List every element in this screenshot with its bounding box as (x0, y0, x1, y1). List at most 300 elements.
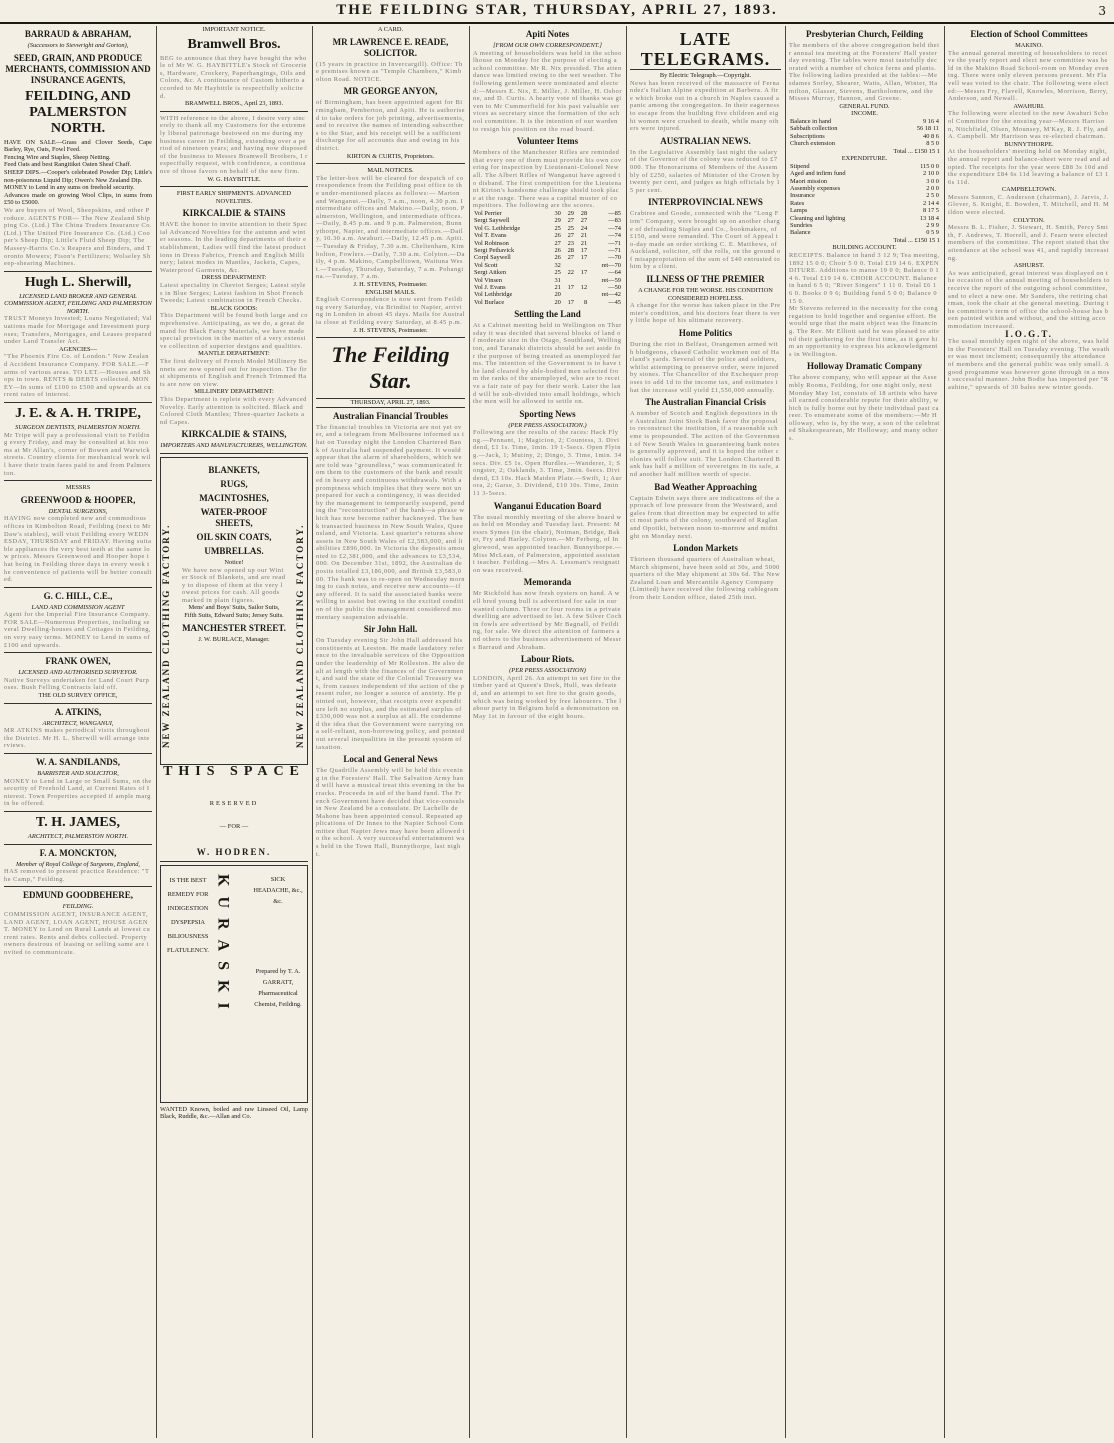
postmaster-signature: J. H. STEVENS, Postmaster. (353, 326, 428, 334)
account-cell: Subscriptions (790, 132, 825, 140)
score-cell: Sergt Pethavick (474, 246, 515, 254)
column-3 (316, 26, 465, 1438)
article-body: Mr Stevens referred to the necessity for the congregation to hold together and organise effort. He would urge that the main object was the financing. The Rev. Mr Elliott said he was pleased to attend their gathering for the first time, as it gave him an opportunity to express his acknowledgments in Wellington. (789, 305, 940, 358)
score-cell: —74 (608, 232, 621, 240)
account-cell: 56 18 11 (916, 125, 939, 133)
article-body: The annual general meeting of householders to receive the yearly report and elect new committee was held in the Makino Road School-room on Monday evening. There were only eleven persons present. Mr Flavell was voted to the chair. The following were elected:—Messrs Fry, Flavell, Knowles, Morrison, Berry, Anderson, and Newall. (948, 49, 1110, 103)
article-heading: INTERPROVINCIAL NEWS (648, 197, 763, 208)
tripe-name: J. E. & A. H. TRIPE, (15, 406, 141, 421)
score-cell: Vol Perrier (474, 209, 502, 217)
article-body: Members of the Manchester Rifles are reminded that every one of them must provide his own covering for inspection by Lieutenant-Colonel Newall. The Albert Rifles of Wanganui have agreed to disband. The first competition for the Lieutenant Kirton's handsome challenge shield took place at the range. There was a capital muster of competitors. The following are the scores. (473, 149, 622, 210)
article-heading: Labour Riots. (520, 654, 575, 665)
district-heading: ASHURST. (1013, 262, 1045, 270)
district-heading: COLYTON. (1013, 216, 1045, 224)
sherwill-name: Hugh L. Sherwill, (24, 274, 132, 290)
column-7 (948, 26, 1110, 1438)
article-body: The usual monthly open night of the above, was held in the Foresters' Hall on Tuesday evening. The weather was most inclement; consequently the attendance of members and the general public was only small. A good programme was however gone through in a most successful manner. John Bodie has imported per "Rauhine," upwards of 30 bales new winter goods. (948, 338, 1110, 391)
account-cell: Maori mission (790, 177, 828, 185)
score-cell: Vol Burlace (474, 298, 505, 306)
score-cell: —71 (608, 246, 621, 254)
score-cell: —85 (608, 209, 621, 217)
score-row (473, 247, 622, 254)
james-name: T. H. JAMES, (35, 814, 121, 830)
score-cell: 27 (580, 217, 588, 225)
column-5 (630, 26, 781, 1438)
general-fund-heading: GENERAL FUND. (839, 102, 890, 110)
side-label-right: NEW ZEALAND CLOTHING FACTORY. (295, 523, 306, 748)
account-row (789, 222, 940, 229)
column-4 (473, 26, 622, 1438)
ad-line: MONEY to Lend in any sums on freehold security. (4, 184, 135, 192)
body-text: MONEY to Lend in Large or Small Sums, on the security of Freehold Land, at Current Rates of Interest. Town Properties accepted if ample margin be offered. (4, 777, 152, 808)
article-body: The following were elected to the new Awahuri School Committee for the ensuing year—Messrs Harrison, Nitchfield, Olsen, Mounsey, M'Kay, R. J. Fly, and A. Campbell. Mr Harrison was re-elected chairman. (948, 110, 1109, 141)
column-6: Presbyterian Church, Feilding The members of the above congregation held their annual tea meeting at the Foresters' Hall yesterday evening. The tables were most tastefully decorated with a number of choice ferns and plants. The following ladies presided at the tables:—Mesdames Sorley, Shearer, Watts, Allan, Winter, Hamilton, Glasser, Stevens, Bartholomew, and the Misses Murray, Hannon, and Greene. GENERAL FUND. INCOME. Balance in hand 9 16 4 Sabbath collection 56 18 11 Subscriptions 40 8 6 Church extension 8 5 0 Total ... £150 15 1 EXPENDITURE. Stipend 115 0 0 Aged and infirm fund 2 10 0 Maori mission 3 0 0 Assembly expenses 2 0 0 Insurance 2 5 0 Rates 2 14 4 Lamps 8 17 5 Cleaning and lighting 13 18 4 Sundries 2 9 9 Balance 0 5 9 Total ... £150 15 1 BUILDING ACCOUNT. RECEIPTS. Balance in hand 3 12 9; Tea meeting, 1892 15 0 0; Choir 5 0 0. Total £19 14 6. EXPENDITURE. Additions to manse 19 0 0; Balance 0 14 6. Total £19 14 6. CHOIR ACCOUNT. Balance in hand 6 5 0; "River Singers" 1 11 0. Total £6 16 0. Books 0 9 6; Building fund 5 0 0; Balance 0 15 0. Mr Stevens referred to the necessity for the congregation to hold together and organise effort. He would urge that the main object was the financing. The Rev. Mr Elliott said he was pleased to attend their gathering for the first time, as it gave him an opportunity to express his acknowledgments in Wellington. Holloway Dramatic Company The above company, who will appear at the Assembly Rooms, Feilding, for one night only, next Monday May 1st, consists of 18 artists who have all earned considerable repute for their ability, which is fully borne out by their individual past career. To enumerate some of the members:—Mr Holloway, who is, by the way, a son of the celebrated Shakespearean, Mr Holloway; and many others. (789, 29, 940, 443)
account-row (789, 207, 940, 214)
column-rule (469, 26, 470, 1438)
column-rule (312, 26, 313, 1438)
item-label: OIL SKIN COATS, (196, 531, 272, 542)
notice-label: Notice! (224, 558, 244, 566)
greenwood-sub: DENTAL SURGEONS, (48, 507, 108, 515)
account-cell: Lamps (790, 207, 808, 215)
firm-sub: (Successors to Sievwright and Gorton), (27, 42, 129, 49)
account-row (789, 170, 940, 177)
volunteer-scores-table (473, 210, 622, 306)
article-body: A number of Scotch and English depositors in the Australian Joint Stock Bank favor the proposal to reconstruct the institution, if a reasonable scheme is propounded. The action of the Government of New South Wales in guaranteeing bank notes is generally approved, and it is hoped the other colonies will follow suit. The London Chartered Bank has half a million of sovereigns in its safe, and another half million worth of specie. (630, 410, 781, 478)
account-cell: 13 18 4 (919, 214, 939, 222)
article-body: Captain Edwin says there are indications of the approach of low pressure from the Westward, and gales from that direction may be expected to affect most parts of the colony, southward of Raglan and Opotiki, between noon to-morrow and midnight on Monday next. (630, 494, 780, 540)
score-cell: Vol G. Lethbridge (474, 224, 521, 232)
article-body: Following are the results of the races: Hack Flyng.—Pennant, 1; Magicion, 2; Countess, 3. Dividend, £1 1s. Time, 1min. 19 1-5secs. Open Flying.—Jack, 1; Mutiny, 2; Dingo, 3. Time, 1min. 34secs. Div. £5 1s. Open Hurdles.—Wanderer, 1; Songster, 2; Oaklands, 3. Time, 3min. 6secs. Dividend, £3 10s. Hack Maiden Plate.—Swift, 1; Aurora, 2; Garse, 3. Dividend, £10 10s. Time, 2min 11 3-5secs. (473, 429, 622, 498)
article-heading: Australian Financial Troubles (332, 410, 449, 421)
account-row (789, 133, 940, 140)
kirkcaldie-title-2: KIRKCALDIE & STAINS, (181, 429, 287, 440)
article-heading: Apiti Notes (525, 29, 570, 39)
article-subheading: (PER PRESS ASSOCIATION.) (508, 421, 587, 429)
score-cell: 17 (580, 269, 588, 277)
millinery-dept: MILLINERY DEPARTMENT: (194, 388, 274, 396)
article-body: LONDON, April 26. An attempt to set fire to the timber yard at Queen's Dock, Hull, was defeated, and an attempt to set fire to the grain goods, which was being worked by free labourers. The labour party in Belgium hold a demonstration on May 1st in favour of the eight hours. (473, 674, 622, 720)
owen-name: FRANK OWEN, (45, 656, 111, 667)
body-text: Native Surveys undertaken for Land Court Purposes. Bush Felling Contracts laid off. (4, 676, 150, 692)
account-row (789, 215, 940, 222)
score-row (473, 240, 622, 247)
article-subheading: (PER PRESS ASSOCIATION) (509, 667, 586, 675)
score-cell: 30 (554, 209, 561, 217)
haybittle-signature: W. G. HAYBITTLE. (207, 175, 261, 183)
reade-title: MR LAWRENCE E. READE, SOLICITOR. (332, 36, 449, 58)
monckton-name: F. A. MONCKTON, (39, 847, 117, 858)
james-sub: ARCHITECT, PALMERSTON NORTH. (27, 832, 129, 840)
score-row (473, 269, 622, 276)
remedy-right: SICK HEADACHE, &c., &c. (253, 875, 303, 905)
owen-sub: LICENSED AND AUTHORISED SURVEYOR. (18, 669, 138, 677)
body-text: "The Phoenix Fire Co. of London." New Zealand Accident Insurance Company. FOR SALE.—Farms of various areas. TO LET.—Houses and Shops in town. RENTS & DEBTS collected. MONEY—In sums of £100 to £500 and upwards at current rates of interest. (4, 353, 152, 399)
account-row (789, 200, 940, 207)
score-cell: 29 (567, 209, 574, 217)
article-subheading: A CHANGE FOR THE WORSE. HIS CONDITION CONSIDERED HOPELESS. (638, 287, 773, 302)
score-row (473, 291, 622, 298)
district-heading: CAMPBELLTOWN. (1001, 186, 1057, 194)
kirk2-sub: IMPORTERS AND MANUFACTURERS, WELLINGTON. (160, 442, 308, 450)
item-label: BLANKETS, (208, 464, 260, 475)
account-row (789, 118, 940, 125)
clothing-factory-ad (160, 457, 308, 765)
sandilands-sub: BARRISTER AND SOLICITOR, (37, 770, 119, 777)
garratt-label: Prepared by T. A. GARRATT, Pharmaceutical Chemist, Feilding. (254, 967, 302, 1008)
article-body: Thirteen thousand quarters of Australian wheat, March shipment, have been sold at 30s, and 5000 quarters of the May shipment at 30s 6d. The New Zealand Loan and Mercantile Agency Company (Limited) have received the following cablegram from their London office, dated 25th inst. (630, 556, 781, 602)
score-cell: Corpl Saywell (474, 254, 511, 262)
score-cell: —71 (608, 239, 621, 247)
column-rule (785, 26, 786, 1438)
body-text: This Department is replete with every Advanced Novelty. Early attention is solicited. Black and Colored Cloth Mantles; Three-quarter Jackets and Capes. (160, 395, 307, 426)
ad-line: SHEEP DIPS.—Cooper's celebrated Powder Dip; Little's non-poisonous Liquid Dip; Owen's New Zealand Dip. (4, 168, 152, 184)
score-cell: 24 (580, 224, 588, 232)
article-heading: Presbyterian Church, Feilding (806, 29, 923, 39)
account-cell: Aged and infirm fund (790, 170, 846, 178)
account-cell: Cleaning and lighting (790, 214, 846, 222)
monckton-sub: Member of Royal College of Surgeons, England, (15, 860, 140, 868)
article-body: Crabtree and Goode, connected with the "Long Firm" Company, were brought up on another charge of defrauding Staples and Co., bookmakers, of £150, and were remanded. The Court of Appeal to-day made an order striking C. E. Matthews, of Auckland, solicitor, off the rolls, on the ground of misappropriation of the sum of £40 entrusted to him by a client. (630, 210, 781, 271)
article-heading: Home Politics (678, 328, 733, 339)
kirkcaldie-title: KIRKCALDIE & STAINS (182, 208, 286, 219)
article-heading: AUSTRALIAN NEWS. (660, 135, 751, 146)
body-text: This Department will be found both large and comprehensive. Anticipating, as we do, a great demand for Black Fancy Materials, we have made special provision in the matter of a very extensive collection of superior designs and qualities. (160, 312, 308, 350)
remedy-left: IS THE BEST REMEDY FOR INDIGESTION DYSPEPSIA BILIOUSNESS FLATULENCY. (167, 876, 209, 954)
score-cell: 21 (580, 232, 588, 240)
column-rule (626, 26, 627, 1438)
score-row (473, 284, 622, 291)
score-row (473, 225, 622, 232)
score-cell: 22 (567, 269, 574, 277)
score-cell: 26 (554, 246, 561, 254)
score-cell: 17 (567, 283, 574, 291)
account-cell: 2 0 0 (926, 184, 939, 192)
district-heading: AWAHURI. (1013, 102, 1045, 110)
score-cell: 17 (580, 254, 588, 262)
goodbehere-sub: FEILDING. (62, 903, 94, 911)
article-heading: Volunteer Items (516, 136, 579, 147)
body-text: HAVING now completed new and commodious offices in Kimbolton Road, Feilding (next to Mr Daw's stables), will visit Feilding every WEDNESDAY, THURSDAY and FRIDAY. Having suitable appliances the very best teeth at the same low prices. Messrs Greenwood and Hooper hope that being in Feilding three days in every week the convenience of patients will be better consulted. (4, 515, 152, 584)
body-text: MR ATKINS makes periodical visits throughout the District. Mr H. L. Sherwill will arrange interviews. (4, 727, 150, 750)
body-text: HAS removed to present practice Residence: "The Camp," Feilding. (4, 868, 150, 883)
score-cell: 12 (580, 283, 588, 291)
dress-dept: DRESS DEPARTMENT: (201, 274, 267, 282)
account-cell: 8 5 0 (926, 140, 939, 148)
item-label: MACINTOSHES, (199, 492, 269, 503)
column-1-advertisements (4, 26, 152, 1438)
score-cell: 29 (554, 217, 561, 225)
account-cell: Insurance (790, 192, 815, 200)
sherwill-sub: LICENSED LAND BROKER AND GENERAL COMMISSION AGENT, FEILDING AND PALMERSTON NORTH. (4, 292, 152, 315)
account-cell: 9 16 4 (923, 117, 939, 125)
article-heading: The Australian Financial Crisis (645, 397, 766, 408)
masthead (0, 0, 1114, 24)
score-cell: 32 (554, 261, 561, 269)
item-label: WATER-PROOF SHEETS, (200, 506, 268, 528)
account-cell: Rates (790, 199, 805, 207)
account-row (789, 163, 940, 170)
body-text: COMMISSION AGENT, INSURANCE AGENT, LAND AGENT, LOAN AGENT, HOUSE AGENT. MONEY to Lend on Rural Lands at lowest current rates. Rents and debts collected. Property owners desirous of leasing or selling same are invited to communicate. (4, 910, 151, 956)
article-heading: ILLNESS OF THE PREMIER (646, 274, 765, 285)
district-heading: I.O.G.T. (1005, 328, 1053, 339)
item-label: RUGS, (220, 478, 248, 489)
score-row (473, 232, 622, 239)
score-cell: 25 (567, 224, 574, 232)
office-label: THE OLD SURVEY OFFICE, (38, 692, 118, 700)
notice-label: IMPORTANT NOTICE. (202, 26, 266, 33)
district-heading: MAKINO. (1015, 42, 1043, 49)
hill-sub: LAND AND COMMISSION AGENT (31, 603, 125, 611)
account-cell: 8 17 5 (923, 207, 939, 215)
postmaster-signature: J. H. STEVENS, Postmaster. (353, 281, 428, 289)
article-body: Mr Rickfold has now fresh oysters on hand. A well bred young bull is advertised for sale in our wanted column. Three or four rooms in a private dwelling are advertised to let. A few Silver Cochin fowls are advertised by Mr Bagnall, of Feilding, for sale. We direct the attention of farmers and others to the business advertisement of Messrs Barraud and Abraham. (473, 590, 622, 651)
score-cell: Vol Lethbridge (474, 291, 513, 299)
article-body: At the householders' meeting held on Monday night, the annual report and balance-sheet were read and adopted. The receipts for the year were £88 3s 10d and the expenditure £84 6s 11d leaving a balance of £3 16s 11d. (948, 148, 1110, 186)
sandilands-name: W. A. SANDILANDS, (36, 757, 120, 767)
masthead-title: THE FEILDING STAR, THURSDAY, APRIL 27, 1893. (336, 2, 778, 18)
side-label-left: NEW ZEALAND CLOTHING FACTORY. (161, 523, 171, 748)
reserved-label: RESERVED (209, 799, 259, 807)
black-goods: BLACK GOODS: (210, 304, 258, 312)
article-body: Messrs B. L. Fisher, J. Stewart, H. Smith, Percy Smith, F. Andrews, T. Horrell, and J. Fearn were elected members of the committee. The report stated that the attendance at the school was 41, and rapidly increasing. (948, 224, 1110, 262)
article-body: A change for the worse has taken place in the Premier's condition, and his doctors fear there is very little hope of his ultimate recovery. (630, 302, 781, 325)
bramwell-signature: BRAMWELL BROS., April 23, 1893. (184, 100, 284, 108)
column-2-advertisements (160, 26, 308, 1438)
for-label: — FOR — (219, 823, 249, 831)
account-cell: 0 5 9 (926, 229, 939, 237)
score-cell: ret—70 (601, 261, 621, 269)
article-body: Messrs Sannon, C. Anderson (chairman), J. Jarvis, J. Glover, S. Knight, E. Bowden, T. Mitchell, and H. Mildon were elected. (948, 193, 1110, 217)
score-cell: 8 (583, 298, 588, 306)
account-cell: 2 10 0 (923, 170, 939, 178)
body-text: of Birmingham, has been appointed agent for Birmingham, Pemberton, and Apiti. He is authorised to take orders for job printing, advertisements, and to receive the names of intending subscribers to the Star, and his receipt will be a sufficient discharge for all accounts due and owing in his district. (316, 99, 465, 152)
body-text: Agent for the Imperial Fire Insurance Company. FOR SALE—Numerous Properties, including several Dwelling-houses and Cottages in Feilding, on very easy terms. MONEY to Lend in sums of £100 and upwards. (4, 611, 152, 649)
anyon-title: MR GEORGE ANYON, (343, 86, 438, 97)
score-cell: ret—59 (601, 276, 621, 284)
article-body: At a Cabinet meeting held in Wellington on Thursday it was decided that several blocks of land of moderate size in the Otago, Southland, Wellington, and Taranaki districts should be set aside for the purpose of being treated as unemployed farms. The intention of the Government is to have the land cleared by able-bodied men selected from the ranks of the unemployed, who are to receive a fair rate of pay for their work. Later the land will be sub-divided into small holdings, which the men will be allowed to settle on. (473, 322, 622, 406)
article-body: The above company, who will appear at the Assembly Rooms, Feilding, for one night only, next Monday May 1st, consists of 18 artists who have all earned considerable repute for their ability, which is fully borne out by their individual past career. To enumerate some of the members:—Mr Holloway, who is, by the way, a son of the celebrated Shakespearean, Mr Holloway; and many others. (789, 374, 940, 443)
expenditure-table (789, 163, 940, 237)
article-body: The Quadrille Assembly will be held this evening in the Foresters' Hall. The Salvation Army band will have a musical treat this evening in the barracks. Proceeds in aid of the band fund. The French Government have decided that vice-consuls in New Zealand be a consulate. Dr Lachelle de Mahone has been appointed consul. Repeated applications of Dr Innes to the Napier School Committee that Napier Jews may have been allowed to the school. A very successful entertainment was held in the Town Hall, Bunnythorpe, last night. (316, 767, 465, 858)
score-row (473, 254, 622, 261)
score-cell: 25 (554, 224, 561, 232)
score-cell: Vol J. Evans (474, 283, 506, 291)
mantle-dept: MANTLE DEPARTMENT: (198, 350, 270, 358)
account-cell: Sabbath collection (790, 125, 838, 133)
article-body: As was anticipated, great interest was displayed on the occasion of the annual meeting of householders to receive the report of the outgoing school committee, and to elect a new one. Mr Sanders, the retiring chairman, took the chair at the general meeting. During the committee's term of office the school-house has been painted within and without, and the sitting accommodation increased. (948, 269, 1110, 330)
score-cell (575, 277, 588, 284)
wanted-ad: WANTED Known, boiled and raw Linseed Oil, Lamp Black, Ruddle, &c.—Allan and Co. (160, 1105, 308, 1121)
item-label: UMBRELLAS. (204, 545, 264, 556)
account-row (789, 140, 940, 147)
body-text: Latest speciality in Cheviot Serges; Latest styles in Blue Serges; Latest fashion in Shot French Tweeds; Latest combination in French Checks. (160, 282, 306, 305)
ad-line: HAVE ON SALE—Grass and Clover Seeds, Cape Barley, Rye, Oats, Fowl Feed. (4, 138, 152, 154)
english-mails-heading: ENGLISH MAILS. (365, 288, 416, 296)
score-cell: 17 (567, 298, 574, 306)
body-text: HAVE the honor to invite attention to their Special Advanced Novelties for the autumn and winter seasons. In the leading departments of their establishment, Ladies will find the latest productions in Dress Fabrics, French and English Millinery; latest modes in Mantles, Jackets, Capes, Waterproof Garments, &c. (160, 221, 308, 274)
expenditure-label: EXPENDITURE. (841, 155, 888, 163)
atkins-sub: ARCHITECT, WANGANUI, (42, 719, 114, 727)
score-cell: 20 (554, 291, 561, 299)
score-cell: —83 (608, 217, 621, 225)
burlace-signature: J. W. BURLACE, Manager. (198, 635, 270, 643)
article-heading: London Markets (673, 543, 738, 554)
card-label: A CARD. (377, 26, 404, 33)
account-row (789, 125, 940, 132)
hodren-name: W. HODREN. (196, 846, 272, 857)
body-text: English Correspondence is now sent from Feilding every Saturday, via Brindisi to Napier, arriving in London in about 45 days. Mails for Australia close at Feilding every Saturday, at 8.45 p.m. (316, 296, 465, 326)
account-row (789, 185, 940, 192)
article-heading: Holloway Dramatic Company (807, 361, 922, 372)
article-body: During the riot in Belfast, Orangemen armed with bludgeons, chased Catholic workmen out of Harland's yards. Several of the police and soldiers, whilst attempting to preserve order, were injured by stones. The Chancellor of the Exchequer proposes to add 1d to the income tax, and estimates that the increase will yield £1,550,000 annually. (630, 341, 780, 394)
article-subheading: [FROM OUR OWN CORRESPONDENT.] (493, 42, 602, 49)
account-row (789, 178, 940, 185)
newspaper-nameplate: The Feilding Star. (331, 342, 450, 394)
article-body: News has been received of the massacre of Fernandez's Italian Alpine expedition at Barbera. A fire which broke out in a church in Naples caused a panic among the congregation. In their eagerness to escape from the building five children and eight women were crushed to death, while many others were injured. (630, 79, 780, 133)
kirton-signature: KIRTON & CURTIS, Proprietors. (346, 152, 435, 160)
article-body: RECEIPTS. Balance in hand 3 12 9; Tea meeting, 1892 15 0 0; Choir 5 0 0. Total £19 14 6. EXPENDITURE. Additions to manse 19 0 0; Balance 0 14 6. Total £19 14 6. CHOIR ACCOUNT. Balance in hand 6 5 0; "River Singers" 1 11 0. Total £6 16 0. Books 0 9 6; Building fund 5 0 0; Balance 0 15 0. (789, 252, 940, 305)
score-cell: Sergt Saywell (474, 217, 510, 225)
account-cell: 2 14 4 (923, 199, 939, 207)
score-cell: 28 (567, 246, 574, 254)
score-cell: 20 (554, 298, 561, 306)
score-cell: 26 (554, 254, 561, 262)
body-text: We are buyers of Wool, Sheepskins, and other Produce. AGENTS FOR— The New Zealand Shipping Co. (Ltd.) The China Traders Insurance Co. (Ltd.) The United Fire Insurance Co. (Ltd.) Cooper's Sheep Dip; Little's Fluid Sheep Dip; The Massey-Harris Co.'s Reapers and Binders, and Toronto Mowers; Fison's Fertilizers; Wolseley Sheep-shearing Machines. (4, 206, 152, 268)
article-body: A meeting of householders was held in the schoolhouse on Monday for the purpose of electing a school committee. Mr R. Nix presided. The attendance was limited owing to the wet weather. The following gentlemen were nominated and elected:—Messrs E. Nix, E. Miller, J. Miller, H. Osborne, and D. Curtis. A hearty vote of thanks was given to Mr Cummerfield for his past valuable services as secretary since the formation of the school committee. It is the intention of our warden to resign his position on the road board. (473, 49, 622, 133)
hill-name: G. C. HILL, C.E., (43, 590, 113, 601)
score-cell: 27 (567, 217, 574, 225)
goodbehere-name: EDMUND GOODBEHERE, (22, 890, 133, 901)
score-cell: 21 (580, 239, 588, 247)
income-total: £150 15 1 (914, 147, 940, 155)
greenwood-name: GREENWOOD & HOOPER, (20, 494, 136, 505)
body-text: Mr Tripe will pay a professional visit to Feilding every Friday, and may be consulted at his rooms at Mr Allan's, corner of Bowen and Warwick streets. Country clients for mechanical work will have their train fares paid to and from Palmerston. (4, 431, 151, 477)
ad-line: Fencing Wire and Staples, Sheep Netting. (4, 153, 111, 161)
article-heading: Sporting News (519, 408, 576, 419)
score-row (473, 277, 622, 284)
page-number: 3 (1098, 4, 1106, 18)
account-cell: 40 8 6 (923, 132, 939, 140)
article-body: The usual monthly meeting of the above board was held on Monday and Tuesday last. Present: Messrs Symes (in the chair), Notman, Bridge, Baker, Fry and Harley. Colyton.—Mr Ferberg, of Inglewood, was appointed teacher. Bunnythorpe.—Miss McLean, of Palmerston, appointed assistant teacher. Feilding.—Mrs A. Lessman's resignation was received. (473, 513, 622, 574)
account-cell: 115 0 0 (920, 162, 939, 170)
body-text: TRUST Moneys Invested; Loans Negotiated; Valuations made for Mortgage and Investment purposes; Transfers, Mortgages, and Leases prepared under Land Transfer Act. (4, 315, 152, 346)
kuraski-ad (160, 865, 308, 1103)
seed-heading: SEED, GRAIN, AND PRODUCE MERCHANTS, COMMISSION AND INSURANCE AGENTS, (5, 52, 151, 85)
mail-notices-heading: MAIL NOTICES. (367, 167, 414, 175)
building-account-heading: BUILDING ACCOUNT. (832, 244, 897, 252)
score-row (473, 262, 622, 269)
score-cell (562, 277, 575, 284)
score-cell: 28 (580, 209, 588, 217)
agencies-label: AGENCIES— (59, 345, 97, 353)
atkins-name: A. ATKINS, (54, 706, 102, 717)
ad-line: Feed Oats and best Rangitikei Oaten Sheaf Chaff. (4, 161, 132, 169)
score-cell: —45 (608, 298, 621, 306)
article-heading: Bad Weather Approaching (654, 481, 757, 492)
kirk-pre: FIRST EARLY SHIPMENTS. ADVANCED NOVELTIES. (176, 190, 292, 205)
late-telegrams-heading: LATE TELEGRAMS. (630, 29, 781, 70)
account-cell: Assembly expenses (790, 184, 841, 192)
ad-line: Advances made on growing Wool Clips, in sums from £50 to £5000. (4, 191, 152, 207)
score-row (473, 210, 622, 217)
income-label: INCOME. (851, 110, 878, 118)
account-cell: Balance (790, 229, 811, 237)
expenditure-total: £150 15 1 (914, 236, 940, 244)
score-cell: 17 (580, 246, 588, 254)
account-cell: 3 0 0 (926, 177, 939, 185)
article-body: On Tuesday evening Sir John Hall addressed his constituents at Leeston. He made laudatory reference to the invaluable services of the Opposition under the leadership of Mr Rolleston. He also dealt at length with the finances of the Government, and said the state of the Colonial Treasury was, from causes independent of the action of the present ruler, no longer a source of anxiety. He pointed out, however, that receipts over expenditure left no surplus, and the estimated surplus of £330,000 was not a surplus at all. He condemned the idea that the Government were carrying on a self-reliant, non-borrowing policy, and pointed out several inequalities in the present system of taxation. (316, 637, 465, 751)
score-cell (562, 262, 575, 269)
score-cell: 23 (567, 239, 574, 247)
body-text: The letter-box will be cleared for despatch of correspondence from the Feilding post office to the under-mentioned places as follows:— Marton and Wanganui.—Daily, 7 a.m., noon, 4.30 p.m. Intermediate offices and Makino.—Daily, noon. Palmerston, Wellington, and intermediate offices.—Daily, 8.45 p.m. and 9 p.m. Palmerston, Bunnythorpe, Napier, and intermediate offices.—Daily, 10.30 a.m. Awahuri.—Daily, 12.45 p.m. Apiti.—Tuesday & Friday, 7.30 a.m. Cheltenham, Kimbolton, Fowlers.—Daily, 7.30 a.m. Colyton.—Daily, 4 p.m. Makino, Campbelltown, Waituna West.—Tuesday, Thursday, Saturday, 7 a.m. Pohangina.—Tuesday, 7 a.m. (316, 174, 465, 281)
suits-list: Mens' and Boys' Suits, Sailor Suits, Fifth Suits, Edward Suits; Jersey Suits. (184, 604, 284, 620)
body-text: BEG to announce that they have bought the whole of Mr W. G. HAYBITTLE's Stock of Groceries, Hardware, Crockery, Paperhangings, Oils and Colors, &c. A continuance of Custom hitherto accorded to Mr Haybittle is respectfully solicited. (160, 54, 307, 100)
column-rule (944, 26, 945, 1438)
account-cell: Balance in hand (790, 117, 832, 125)
bramwell-title: Bramwell Bros. (187, 36, 281, 52)
score-cell (575, 262, 588, 269)
body-text: (15 years in practice in Invercargill). Office: The premises known as "Temple Chambers," Kimbolton Road. NOTICE. (316, 60, 463, 83)
kuraski-title: KURASKI (214, 873, 232, 1019)
score-cell: 27 (554, 239, 561, 247)
score-cell: Vol Robinson (474, 239, 509, 247)
article-heading: Wanganui Education Board (493, 500, 602, 511)
score-cell: Vol Scott (474, 261, 498, 269)
account-row (789, 192, 940, 199)
manchester-street: MANCHESTER STREET. (182, 622, 286, 633)
messrs-label: MESSRS (65, 484, 91, 492)
column-rule (156, 26, 157, 1438)
article-heading: Election of School Committees (970, 29, 1088, 39)
article-heading: Sir John Hall. (363, 624, 418, 635)
score-row (473, 299, 622, 306)
article-heading: Local and General News (343, 754, 438, 765)
score-cell: 27 (567, 232, 574, 240)
score-cell: Vol Vinsen (474, 276, 502, 284)
firm-place: FEILDING, AND PALMERSTON NORTH. (25, 88, 131, 136)
score-cell: 27 (567, 254, 574, 262)
income-table (789, 118, 940, 148)
score-row (473, 217, 622, 224)
firm-name: BARRAUD & ABRAHAM, (24, 29, 132, 39)
account-cell: Sundries (790, 222, 813, 229)
late-telegrams-sub: By Electric Telegraph.—Copyright. (659, 72, 752, 79)
article-heading: Settling the Land (514, 309, 581, 320)
score-cell (575, 291, 588, 298)
body-text: WITH reference to the above, I desire very sincerely to thank all my Customers for the extremely liberal patronage bestowed on me during my business career in Feilding, extending over a period of nineteen years; and having now disposed of the business to Messrs Bramwell Brothers, I respectfully request, with confidence, a continuance of those favors on behalf of the new firm. (160, 114, 308, 175)
body-text: The first delivery of French Model Millinery Bonnets are now opened out for inspection. The first shipments of English and French Trimmed Hats are now on view. (160, 357, 308, 388)
score-cell: Vol T. Evans (474, 232, 507, 240)
this-space-heading: THIS SPACE (163, 763, 305, 779)
score-cell: 21 (554, 283, 561, 291)
account-cell: Stipend (790, 162, 810, 170)
account-row (789, 229, 940, 236)
tripe-sub: SURGEON DENTISTS, PALMERSTON NORTH. (15, 424, 141, 431)
account-cell: 2 5 0 (926, 192, 939, 200)
score-cell: —74 (608, 224, 621, 232)
score-cell: —70 (608, 254, 621, 262)
score-cell: Sergt Aitken (474, 269, 507, 277)
score-cell: —50 (608, 283, 621, 291)
account-cell: Church extension (790, 140, 835, 148)
score-cell: 26 (554, 232, 561, 240)
article-body: The financial troubles in Victoria are not yet over, and a telegram from Melbourne informed us that on Tuesday night the London Chartered Bank of Australia had suspended payment. It would appear that the alarm of shareholders, which we are told was "groundless," was communicated from them to the customers of the bank and resulted in heavy and continuous withdrawals. With a promptness which implies that they were not unprepared for such a contingency, it was decided by the management to temporarily suspend, pending the "reconstruction" of the bank—a phrase which has now become rather hackneyed. The bank transacted business in New South Wales, Queensland, and Victoria. Last quarter's returns show assets in New South Wales of £2,583,000, and liabilities £896,000. In Victoria the deposits amounted to £2,381,000, and the advances to £3,534,000. On December 31st, 1892, the Australian deposits totalled £3,186,000, and British £3,583,000. The bank was to re-open on Wednesday morning to cash notes, and receive new accounts—if any offered. It is said the associated banks were willing to assist but owing to the excited condition of the public the management considered momentary suspension advisable. (316, 423, 465, 621)
score-cell: ret—42 (601, 291, 621, 299)
body-text: We have now opened up our Winter Stock of Blankets, and are ready to dispose of them at the very lowest prices for cash. All goods marked in plain figures. (182, 566, 286, 604)
issue-date: THURSDAY, APRIL 27, 1893. (316, 398, 465, 408)
article-heading: Memoranda (523, 577, 572, 588)
